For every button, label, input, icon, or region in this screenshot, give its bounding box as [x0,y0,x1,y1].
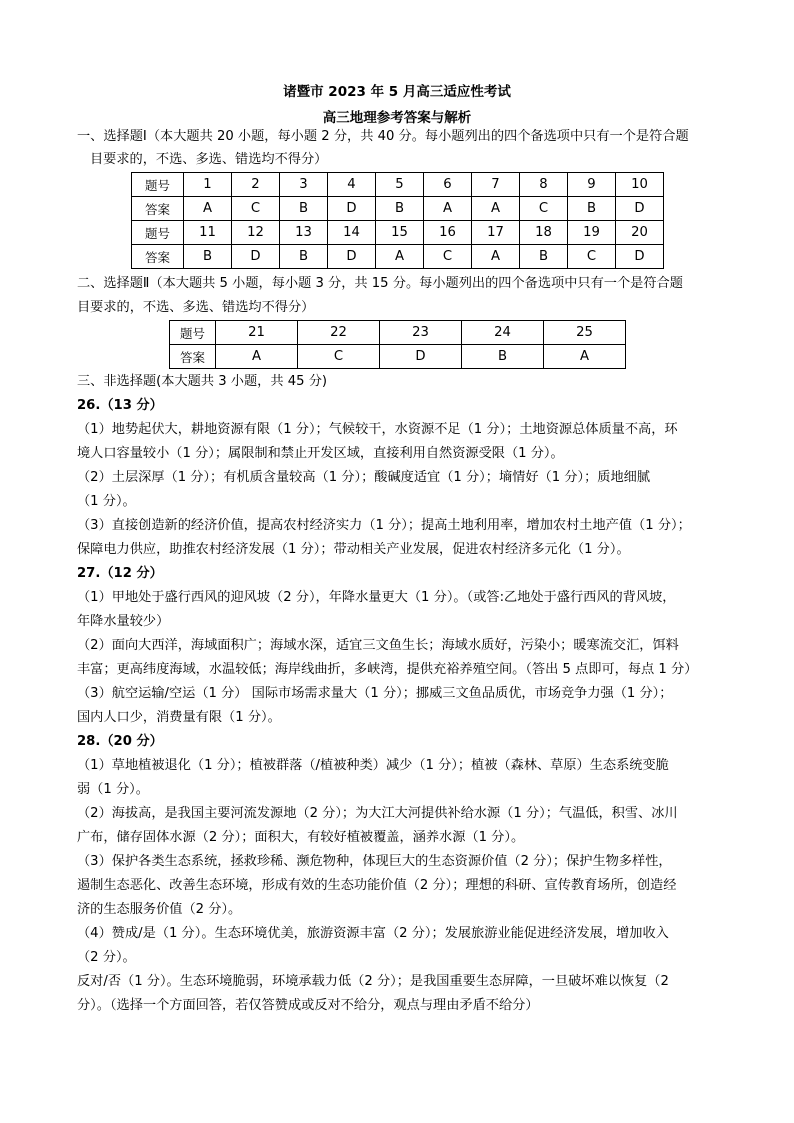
answer-cell: D [328,245,376,269]
answer-cell: B [184,245,232,269]
answer-cell: D [380,345,462,369]
answer-line: 广布，储存固体水源（2 分）；面积大，有较好植被覆盖，涵养水源（1 分）。 [77,830,525,845]
answer-cell: A [424,197,472,221]
answer-line: （2）海拔高，是我国主要河流发源地（2 分）；为大江大河提供补给水源（1 分）；气温低，积雪、冰川 [77,806,678,821]
question-number-cell: 11 [184,221,232,245]
answer-line: 分）。（选择一个方面回答，若仅答赞成或反对不给分，观点与理由矛盾不给分） [77,998,539,1013]
section1-heading: 一、选择题Ⅰ（本大题共 20 小题，每小题 2 分，共 40 分。每小题列出的四个备选项中只有一个是符合题 [77,129,689,144]
answer-line: （2）面向大西洋，海域面积广；海域水深，适宜三文鱼生长；海域水质好，污染小；暖寒流交汇，饵料 [77,638,679,653]
answer-cell: B [568,197,616,221]
table-row [132,173,664,197]
question-number-cell: 7 [472,173,520,197]
answer-cell: D [232,245,280,269]
answer-cell: A [184,197,232,221]
answer-cell: C [298,345,380,369]
answer-cell: A [216,345,298,369]
question-number-cell: 10 [616,173,664,197]
answer-line: 国内人口少，消费量有限（1 分）。 [77,710,281,725]
answer-cell: C [520,197,568,221]
answer-line: 年降水量较少） [77,614,170,629]
answer-cell: D [616,197,664,221]
answer-cell: C [232,197,280,221]
answer-line: 遏制生态恶化、改善生态环境，形成有效的生态功能价值（2 分）；理想的科研、宣传教育场所，创造经 [77,878,677,893]
answer-cell: B [520,245,568,269]
answer-line: （1 分）。 [77,494,136,509]
question-number-cell: 8 [520,173,568,197]
question-number-cell: 24 [462,321,544,345]
answer-line: （1）草地植被退化（1 分）；植被群落（/植被种类）减少（1 分）；植被（森林、草原）生态系统变脆 [77,758,669,773]
answer-line: （3）直接创造新的经济价值，提高农村经济实力（1 分）；提高土地利用率，增加农村土地产值（1 分）； [77,518,691,533]
answer-cell: B [462,345,544,369]
exam-title: 诸暨市 2023 年 5 月高三适应性考试 [283,84,511,100]
answer-line: 保障电力供应，助推农村经济发展（1 分）；带动相关产业发展，促进农村经济多元化（1 分）。 [77,542,630,557]
question-heading: 27.（12 分） [77,566,163,581]
answer-line: 境人口容量较小（1 分）；属限制和禁止开发区域，直接利用自然资源受限（1 分）。 [77,446,564,461]
row-label-cell: 答案 [132,197,184,221]
question-number-cell: 21 [216,321,298,345]
section3-heading: 三、非选择题(本大题共 3 小题，共 45 分) [77,374,328,389]
answer-line: （3）保护各类生态系统，拯救珍稀、濒危物种，体现巨大的生态资源价值（2 分）；保护生物多样性， [77,854,672,869]
question-heading: 28.（20 分） [77,734,163,749]
question-number-cell: 3 [280,173,328,197]
question-number-cell: 1 [184,173,232,197]
table-row [170,321,626,345]
section2-heading: 二、选择题Ⅱ（本大题共 5 小题，每小题 3 分，共 15 分。每小题列出的四个备选项中只有一个是符合题 [77,276,683,291]
answer-cell: A [544,345,626,369]
answer-cell: A [376,245,424,269]
question-number-cell: 4 [328,173,376,197]
answer-cell: C [568,245,616,269]
answer-line: （4）赞成/是（1 分）。生态环境优美，旅游资源丰富（2 分）；发展旅游业能促进经济发展，增加收入 [77,926,669,941]
answer-cell: A [472,197,520,221]
question-number-cell: 23 [380,321,462,345]
answer-cell: C [424,245,472,269]
question-number-cell: 17 [472,221,520,245]
row-label-cell: 题号 [170,321,216,345]
row-label-cell: 题号 [132,221,184,245]
table-row [170,345,626,369]
document-subtitle: 高三地理参考答案与解析 [322,110,472,126]
answer-cell: A [472,245,520,269]
question-number-cell: 2 [232,173,280,197]
answer-line: （2 分）。 [77,950,136,965]
row-label-cell: 答案 [132,245,184,269]
question-number-cell: 18 [520,221,568,245]
question-number-cell: 6 [424,173,472,197]
question-number-cell: 13 [280,221,328,245]
row-label-cell: 答案 [170,345,216,369]
question-number-cell: 25 [544,321,626,345]
answer-line: （1）地势起伏大，耕地资源有限（1 分）；气候较干，水资源不足（1 分）；土地资源总体质量不高，环 [77,422,678,437]
question-heading: 26.（13 分） [77,398,163,413]
question-number-cell: 14 [328,221,376,245]
section1-answer-table [131,172,664,269]
section2-answer-table [169,320,626,369]
question-number-cell: 19 [568,221,616,245]
answer-cell: D [616,245,664,269]
answer-line: 丰富；更高纬度海域，水温较低；海岸线曲折，多峡湾，提供充裕养殖空间。（答出 5 点即可，每点 1 分） [77,662,698,677]
question-number-cell: 12 [232,221,280,245]
answer-cell: B [280,197,328,221]
answer-line: （3）航空运输/空运（1 分） 国际市场需求量大（1 分）；挪威三文鱼品质优，市场竞争力强（1 分）； [77,686,673,701]
answer-line: （2）土层深厚（1 分）；有机质含量较高（1 分）；酸碱度适宜（1 分）；墒情好（1 分）；质地细腻 [77,470,651,485]
answer-cell: B [376,197,424,221]
answer-line: 弱（1 分）。 [77,782,149,797]
answer-line: 济的生态服务价值（2 分）。 [77,902,242,917]
question-number-cell: 16 [424,221,472,245]
question-number-cell: 20 [616,221,664,245]
question-number-cell: 22 [298,321,380,345]
row-label-cell: 题号 [132,173,184,197]
answer-cell: D [328,197,376,221]
question-number-cell: 5 [376,173,424,197]
question-number-cell: 9 [568,173,616,197]
answer-cell: B [280,245,328,269]
answer-line: 反对/否（1 分）。生态环境脆弱，环境承载力低（2 分）；是我国重要生态屏障，一旦破坏难以恢复（2 [77,974,669,989]
section1-heading-cont: 目要求的，不选、多选、错选均不得分） [90,152,328,167]
section2-heading-cont: 目要求的，不选、多选、错选均不得分） [77,300,315,315]
answer-line: （1）甲地处于盛行西风的迎风坡（2 分），年降水量更大（1 分）。（或答:乙地处于盛行西风的背风坡， [77,590,676,605]
table-row [132,221,664,245]
table-row [132,197,664,221]
table-row [132,245,664,269]
question-number-cell: 15 [376,221,424,245]
